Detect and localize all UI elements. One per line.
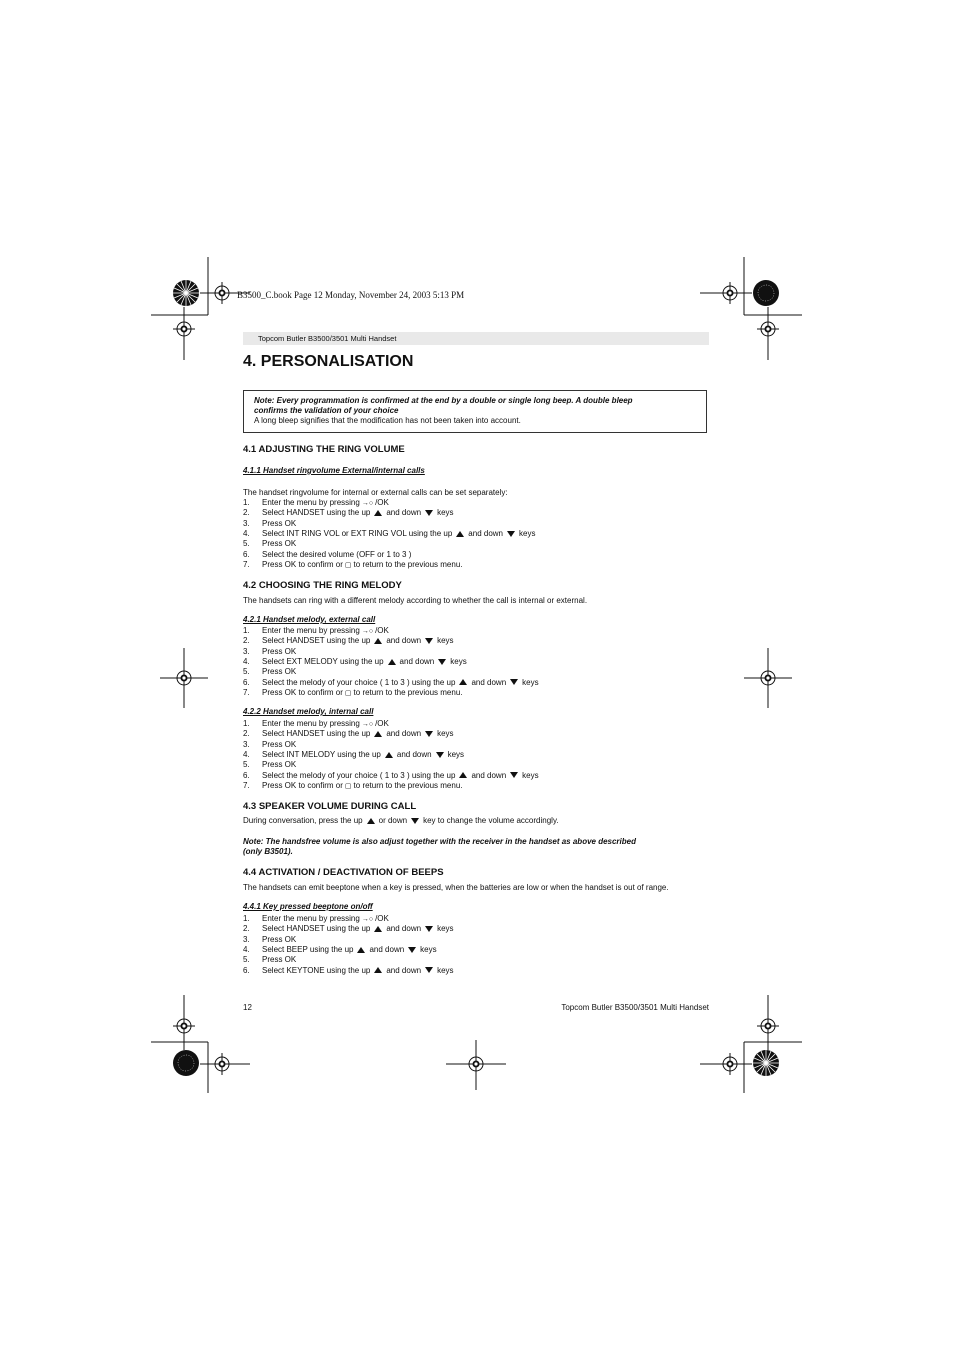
step-number: 2. [243, 729, 250, 739]
list-item [243, 945, 437, 954]
section-4-1-heading: 4.1 ADJUSTING THE RING VOLUME [243, 444, 405, 455]
section-4-2-1-heading: 4.2.1 Handset melody, external call [243, 615, 376, 624]
step-number: 7. [243, 687, 250, 697]
section-4-3-text-c: key to change the volume accordingly. [423, 816, 559, 825]
step-number: 3. [243, 739, 250, 749]
step-text: keys [437, 924, 454, 934]
list-item [243, 955, 296, 964]
step-text: keys [522, 677, 539, 687]
step-text: keys [437, 965, 454, 975]
down-arrow-icon [425, 967, 433, 973]
up-arrow-icon [367, 818, 375, 824]
step-text: Press OK to confirm or [262, 687, 343, 697]
step-text: Enter the menu by pressing [262, 498, 360, 507]
step-text: Select KEYTONE using the up [262, 965, 371, 975]
menu-key-icon: →○ [361, 916, 374, 923]
step-text: Select the desired volume (OFF or 1 to 3 ) [262, 549, 412, 559]
down-arrow-icon [507, 531, 515, 537]
down-arrow-icon [408, 947, 416, 953]
running-header-text: Topcom Butler B3500/3501 Multi Handset [258, 334, 397, 343]
step-text: Press OK [262, 739, 297, 749]
section-4-4-heading: 4.4 ACTIVATION / DEACTIVATION OF BEEPS [243, 867, 444, 878]
step-text: Press OK [262, 955, 297, 965]
down-arrow-icon [425, 731, 433, 737]
step-number: 4. [243, 528, 250, 538]
list-item [243, 729, 454, 738]
list-item [243, 771, 539, 780]
section-4-3-heading: 4.3 SPEAKER VOLUME DURING CALL [243, 801, 417, 812]
list-item [243, 539, 296, 548]
list-item [243, 626, 389, 635]
step-text: to return to the previous menu. [353, 780, 463, 790]
step-number: 2. [243, 924, 250, 934]
step-text: Press OK [262, 539, 297, 549]
step-text: and down [471, 677, 507, 687]
step-text: Enter the menu by pressing [262, 914, 360, 923]
step-text: and down [386, 636, 422, 646]
step-text: Press OK [262, 934, 297, 944]
list-item [243, 560, 463, 569]
list-item [243, 914, 389, 923]
up-arrow-icon [385, 752, 393, 758]
step-text: Enter the menu by pressing [262, 719, 360, 728]
step-text: Select HANDSET using the up [262, 924, 371, 934]
down-arrow-icon [436, 752, 444, 758]
step-text: keys [519, 528, 536, 538]
step-text: Press OK [262, 760, 297, 770]
menu-key-icon: →○ [361, 721, 374, 728]
step-text: and down [386, 729, 422, 739]
step-text: and down [386, 508, 422, 518]
step-text: /OK [375, 626, 389, 635]
step-number: 6. [243, 677, 250, 687]
section-4-1-intro: The handset ringvolume for internal or external calls can be set separately: [243, 488, 508, 497]
step-text: and down [386, 924, 422, 934]
list-item [243, 924, 454, 933]
step-text: Select EXT MELODY using the up [262, 656, 384, 666]
step-text: and down [399, 656, 435, 666]
step-text: keys [437, 729, 454, 739]
book-info: B3500_C.book Page 12 Monday, November 24, 2003 5:13 PM [237, 290, 465, 300]
step-text: Select HANDSET using the up [262, 508, 371, 518]
step-number: 5. [243, 539, 250, 549]
list-item [243, 760, 296, 769]
down-arrow-icon [510, 679, 518, 685]
step-text: Press OK to confirm or [262, 780, 343, 790]
step-number: 6. [243, 965, 250, 975]
up-arrow-icon [456, 531, 464, 537]
step-number: 1. [243, 914, 250, 923]
up-arrow-icon [374, 510, 382, 516]
section-4-3-note-line-1: Note: The handsfree volume is also adjust together with the receiver in the handset as above described [243, 837, 636, 846]
step-number: 5. [243, 760, 250, 770]
list-item [243, 529, 535, 538]
step-text: Press OK [262, 667, 297, 677]
step-text: and down [471, 770, 507, 780]
note-box [243, 390, 707, 433]
step-number: 3. [243, 518, 250, 528]
section-4-2-2-heading: 4.2.2 Handset melody, internal call [243, 707, 374, 716]
step-text: Select INT RING VOL or EXT RING VOL using the up [262, 528, 453, 538]
list-item [243, 740, 296, 749]
list-item [243, 750, 464, 759]
section-4-2-intro: The handsets can ring with a different melody according to whether the call is internal or external. [243, 596, 588, 605]
step-number: 7. [243, 780, 250, 790]
menu-key-icon: →○ [361, 628, 374, 635]
step-number: 3. [243, 646, 250, 656]
phonebook-icon: ▢ [344, 561, 352, 569]
step-text: Select BEEP using the up [262, 944, 354, 954]
step-text: and down [386, 965, 422, 975]
list-item [243, 550, 411, 559]
step-number: 6. [243, 549, 250, 559]
section-4-4-intro: The handsets can emit beeptone when a key is pressed, when the batteries are low or when the handset is out of range. [243, 883, 669, 892]
section-4-3-note-line-2: (only B3501). [243, 847, 293, 856]
step-text: and down [396, 749, 432, 759]
step-text: /OK [375, 914, 389, 923]
step-number: 1. [243, 719, 250, 728]
down-arrow-icon [425, 510, 433, 516]
section-4-3-text-b: or down [378, 816, 408, 825]
down-arrow-icon [438, 659, 446, 665]
step-text: keys [447, 749, 465, 759]
list-item [243, 498, 389, 507]
up-arrow-icon [374, 967, 382, 973]
down-arrow-icon [510, 772, 518, 778]
step-text: Press OK to confirm or [262, 559, 343, 569]
list-item [243, 688, 463, 697]
step-number: 6. [243, 770, 250, 780]
step-number: 5. [243, 955, 250, 965]
up-arrow-icon [459, 772, 467, 778]
up-arrow-icon [388, 659, 396, 665]
section-4-2-heading: 4.2 CHOOSING THE RING MELODY [243, 580, 402, 591]
step-text: keys [437, 636, 454, 646]
page-number: 12 [243, 1003, 252, 1012]
up-arrow-icon [374, 926, 382, 932]
note-bold-line-1: Note: Every programmation is confirmed at the end by a double or single long beep. A double bleep [254, 396, 633, 405]
list-item [243, 966, 454, 975]
step-number: 1. [243, 626, 250, 635]
list-item [243, 647, 296, 656]
list-item [243, 667, 296, 676]
up-arrow-icon [374, 731, 382, 737]
up-arrow-icon [374, 638, 382, 644]
down-arrow-icon [425, 638, 433, 644]
list-item [243, 678, 539, 687]
note-bold-line-2: confirms the validation of your choice [254, 406, 399, 415]
step-text: /OK [375, 719, 389, 728]
section-4-3-text [243, 816, 559, 825]
step-text: Select HANDSET using the up [262, 636, 371, 646]
step-text: Press OK [262, 518, 297, 528]
step-text: Enter the menu by pressing [262, 626, 360, 635]
step-number: 4. [243, 656, 250, 666]
list-item [243, 508, 454, 517]
section-4-1-1-heading: 4.1.1 Handset ringvolume External/internal calls [243, 466, 425, 475]
section-4-3-text-a: During conversation, press the up [243, 816, 363, 825]
step-text: Select the melody of your choice ( 1 to 3 ) using the up [262, 677, 456, 687]
step-text: keys [450, 656, 467, 666]
phonebook-icon: ▢ [344, 782, 352, 790]
running-footer: Topcom Butler B3500/3501 Multi Handset [561, 1003, 709, 1012]
step-number: 1. [243, 498, 250, 507]
running-header [243, 332, 709, 345]
step-text: and down [369, 944, 405, 954]
step-text: keys [522, 770, 539, 780]
list-item [243, 519, 296, 528]
menu-key-icon: →○ [361, 500, 374, 507]
down-arrow-icon [425, 926, 433, 932]
list-item [243, 657, 467, 666]
step-text: Select HANDSET using the up [262, 729, 371, 739]
step-text: and down [468, 528, 503, 538]
step-text: keys [437, 508, 454, 518]
list-item [243, 935, 296, 944]
step-number: 3. [243, 934, 250, 944]
step-text: Press OK [262, 646, 297, 656]
step-text: keys [420, 944, 437, 954]
down-arrow-icon [411, 818, 419, 824]
step-number: 4. [243, 944, 250, 954]
step-number: 2. [243, 636, 250, 646]
page-title: 4. PERSONALISATION [243, 353, 414, 370]
step-text: /OK [375, 498, 389, 507]
phonebook-icon: ▢ [344, 689, 352, 697]
step-text: to return to the previous menu. [353, 687, 463, 697]
list-item [243, 719, 389, 728]
step-text: Select INT MELODY using the up [262, 749, 381, 759]
list-item [243, 636, 454, 645]
step-number: 7. [243, 559, 250, 569]
step-number: 5. [243, 667, 250, 677]
up-arrow-icon [459, 679, 467, 685]
step-text: to return to the previous menu. [353, 559, 463, 569]
section-4-4-1-heading: 4.4.1 Key pressed beeptone on/off [243, 902, 373, 911]
note-normal-line: A long bleep signifies that the modification has not been taken into account. [254, 416, 521, 425]
step-number: 2. [243, 508, 250, 518]
list-item [243, 781, 463, 790]
step-number: 4. [243, 749, 250, 759]
up-arrow-icon [357, 947, 365, 953]
step-text: Select the melody of your choice ( 1 to 3 ) using the up [262, 770, 456, 780]
